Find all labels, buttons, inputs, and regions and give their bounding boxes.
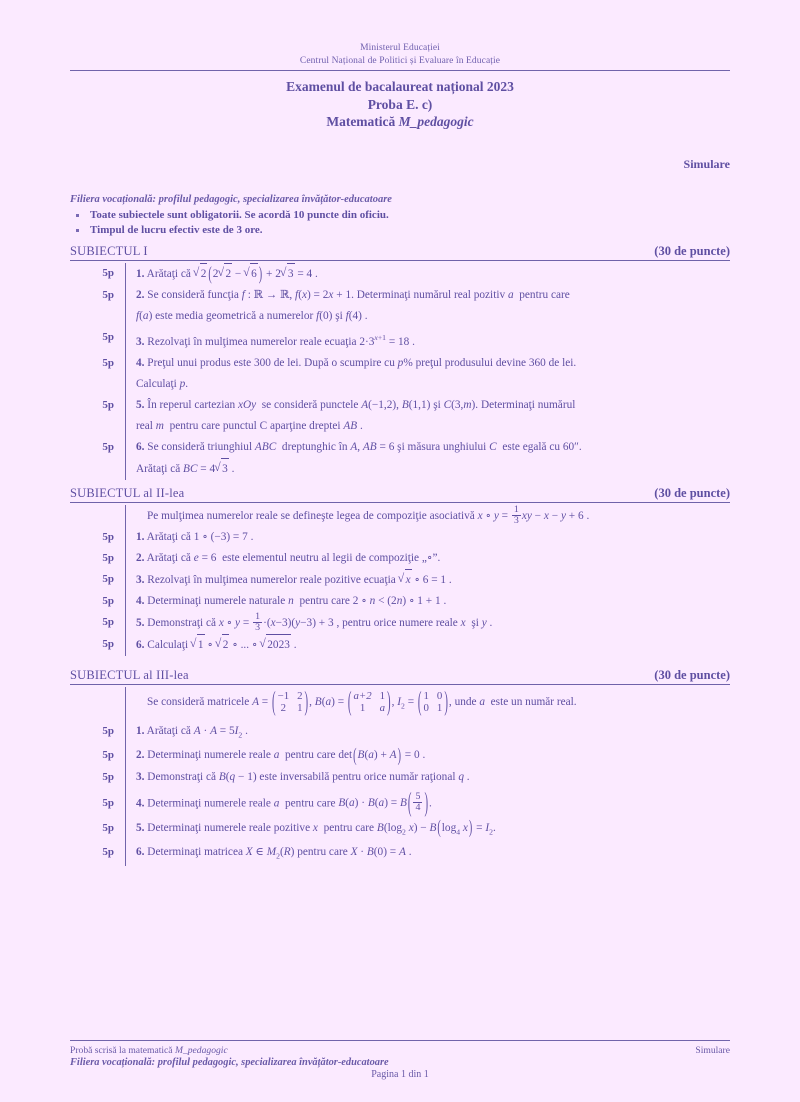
exam-item (102, 610, 730, 634)
subject-3 (70, 668, 730, 867)
item-number: 4. (136, 356, 145, 369)
exam-item (102, 745, 730, 767)
exam-item (102, 285, 730, 327)
item-points: 5p (102, 724, 114, 737)
item-points: 5p (102, 572, 114, 585)
exam-item (102, 634, 730, 656)
subject-3-items (70, 687, 730, 867)
item-points: 5p (102, 398, 114, 411)
exam-item (102, 353, 730, 395)
subject-1 (70, 244, 730, 480)
item-number: 5. (136, 398, 145, 411)
subject-3-header (70, 668, 730, 683)
item-text: 1. Arătaţi că 1 ∘ (−3) = 7 . (136, 530, 254, 543)
item-text: 5. Demonstraţi că x ∘ y = $\frac{1}{3}$ ·(x−3)(y−3) + 3 , pentru orice numere reale x şi y . (136, 610, 493, 633)
footer-session: Simulare (695, 1045, 730, 1056)
item-number: 3. (136, 335, 145, 348)
subject-1-title: SUBIECTUL I (70, 243, 148, 258)
item-points: 5p (102, 440, 114, 453)
item-text: 4. Determinaţi numerele reale a pentru care B(a) · B(a) = B( $\frac{5}{4}$ ). (136, 787, 432, 819)
exam-item (102, 395, 730, 437)
footer-filiera: Filiera vocațională: profilul pedagogic, specializarea învățător-educatoare (70, 1057, 389, 1068)
intro-bullet (70, 223, 730, 238)
item-text: 2. Se consideră funcţia f : ℝ → ℝ, f(x) = 2x + 1. Determinaţi numărul real pozitiv a pentru care f(a) este media geometrică a numerelor f(0) şi f(4) . (136, 289, 570, 322)
footer-page-number: Pagina 1 din 1 (371, 1069, 429, 1080)
exam-item (102, 327, 730, 353)
item-number: 5. (136, 821, 145, 834)
item-number: 3. (136, 573, 145, 586)
item-points: 5p (102, 821, 114, 834)
subject-3-lead (127, 687, 730, 721)
item-points: 5p (102, 770, 114, 783)
exam-item (102, 263, 730, 286)
exam-title-line-1: Examenul de bacalaureat național 2023 (286, 79, 514, 94)
footer-divider (70, 1040, 730, 1041)
item-points: 5p (102, 637, 114, 650)
item-text: 5. Determinaţi numerele reale pozitive x pentru care $B(\log_2$ $x) - B(\log_4$ $x) = I_2$. (136, 818, 496, 840)
intro-bullets (70, 208, 730, 238)
item-points: 5p (102, 846, 114, 859)
exam-subject-prefix: Matematică (326, 114, 399, 129)
exam-item (102, 569, 730, 591)
item-text: 4. Preţul unui produs este 300 de lei. După o scumpire cu p% preţul produsului devine 360 de lei. Calculaţi p. (136, 356, 577, 390)
item-points: 5p (102, 615, 114, 628)
item-text: 4. Determinaţi numerele naturale n pentru care 2 ∘ n < (2n) ∘ 1 + 1 . (136, 594, 447, 607)
bullet-square-icon (76, 229, 79, 232)
subject-2-points: (30 de puncte) (654, 485, 730, 500)
item-number: 4. (136, 594, 145, 607)
subject-2-lead (127, 505, 730, 527)
exam-item (102, 787, 730, 819)
exam-item (102, 842, 730, 866)
item-text: 3. Rezolvaţi în mulţimea numerelor reale pozitive ecuaţia √ x ∘ 6 = 1 . (127, 569, 730, 591)
item-number: 2. (136, 551, 145, 564)
subject-3-title: SUBIECTUL al III-lea (70, 667, 189, 682)
item-number: 6. (136, 440, 145, 453)
ministry-header (70, 0, 730, 71)
exam-item (102, 721, 730, 745)
bullet-square-icon (76, 214, 79, 217)
subject-1-points: (30 de puncte) (654, 243, 730, 258)
item-points: 5p (102, 551, 114, 564)
item-points: 5p (102, 289, 114, 301)
header-divider (70, 70, 730, 71)
filiera-line: Filiera vocațională: profilul pedagogic, specializarea învățător-educatoare (70, 193, 392, 205)
exam-item (102, 591, 730, 612)
item-text: 6. Se consideră triunghiul ABC dreptunghic în A, AB = 6 şi măsura unghiului C este egală cu 60″. Arătaţi că BC = 4 √ 3 . (127, 437, 730, 480)
footer-left-subject: M_pedagogic (174, 1045, 228, 1056)
subject-2-title: SUBIECTUL al II-lea (70, 485, 185, 500)
intro-block (70, 194, 730, 238)
item-text: Se consideră matricele A = ( −1 2 2 1 ) , B(a) = ( a+2 1 1 a ) , $I_2$ = ( 1 0 0 1 ) , unde a este un număr real. (147, 686, 577, 718)
item-text: 3. Demonstraţi că B(q − 1) este inversabilă pentru orice număr raţional q . (136, 770, 470, 783)
matrix-A: ( −1 2 2 1 ) (272, 686, 309, 718)
exam-title-line-2: Proba E. c) (367, 96, 433, 112)
footer-left-prefix: Probă scrisă la matematică (70, 1045, 175, 1056)
item-text: 1. Arătaţi că $A \cdot A = 5I_2$ . (136, 724, 248, 740)
page-footer (70, 1040, 730, 1080)
item-text: 6. Determinaţi matricea X ∈ $M_2(R)$ pentru care X · B(0) = A . (136, 846, 412, 861)
subject-3-points: (30 de puncte) (654, 667, 730, 682)
item-number: 4. (136, 796, 145, 809)
intro-bullet (70, 208, 730, 223)
item-text: 2. Determinaţi numerele reale a pentru care det(B(a) + A) = 0 . (136, 745, 426, 767)
item-number: 5. (136, 616, 145, 629)
item-points: 5p (102, 266, 114, 279)
footer-left (70, 1045, 228, 1056)
item-number: 3. (136, 770, 145, 783)
item-text: 1. Arătaţi că √ 2 (2 √ 2 − √ 6 ) + 2 √ 3 = 4 . (127, 263, 730, 286)
ministry-line-1: Ministerul Educației (360, 43, 440, 53)
exam-item (102, 818, 730, 842)
subject-2-header (70, 486, 730, 501)
item-number: 1. (136, 724, 145, 737)
matrix-Ba: ( a+2 1 1 a ) (347, 686, 391, 718)
exam-item (102, 548, 730, 569)
subject-3-divider (70, 684, 730, 685)
exam-subject-line (70, 113, 730, 131)
item-number: 2. (136, 749, 145, 762)
subject-2-divider (70, 502, 730, 503)
footer-top-line (70, 1045, 730, 1056)
item-number: 1. (136, 530, 145, 543)
item-points: 5p (102, 356, 114, 369)
item-points: 5p (102, 796, 114, 809)
session-label: Simulare (683, 156, 730, 171)
item-number: 1. (136, 267, 145, 280)
item-text: Pe mulţimea numerelor reale se defineşte legea de compoziţie asociativă x ∘ y = $\frac{1}{3}$ xy − x − y + 6 . (147, 503, 590, 526)
intro-bullet-text: Toate subiectele sunt obligatorii. Se acordă 10 puncte din oficiu. (90, 208, 389, 221)
item-points: 5p (102, 530, 114, 543)
subject-1-header (70, 244, 730, 259)
subject-1-items (70, 263, 730, 480)
item-number: 2. (136, 289, 145, 301)
item-text: 6. Calculaţi √ 1 ∘ √ 2 ∘ ... ∘ √ 2023 . (127, 634, 730, 656)
exam-item (102, 437, 730, 480)
item-text: 2. Arătaţi că e = 6 este elementul neutru al legii de compoziţie „∘”. (136, 551, 441, 564)
item-number: 6. (136, 638, 145, 651)
item-text: 5. În reperul cartezian xOy se consideră punctele A(−1,2), B(1,1) şi C(3,m). Determinaţi numărul real m pentru care punctul C aparţine dreptei AB . (136, 398, 576, 432)
intro-bullet-text: Timpul de lucru efectiv este de 3 ore. (90, 223, 263, 236)
matrix-I2: ( 1 0 0 1 ) (417, 686, 448, 718)
subject-2-items (70, 505, 730, 656)
item-number: 6. (136, 846, 145, 859)
ministry-line-2: Centrul Național de Politici și Evaluare în Educație (299, 56, 501, 66)
subject-2 (70, 486, 730, 656)
item-points: 5p (102, 749, 114, 762)
item-points: 5p (102, 331, 114, 343)
exam-item (102, 767, 730, 788)
item-points: 5p (102, 594, 114, 607)
item-text: 3. Rezolvaţi în mulţimea numerelor reale ecuaţia $2\cdot 3^{x+1} = 18$ . (136, 333, 415, 348)
subject-1-divider (70, 260, 730, 261)
exam-item (102, 527, 730, 548)
exam-subject-name: M_pedagogic (398, 114, 474, 129)
exam-title (70, 78, 730, 131)
